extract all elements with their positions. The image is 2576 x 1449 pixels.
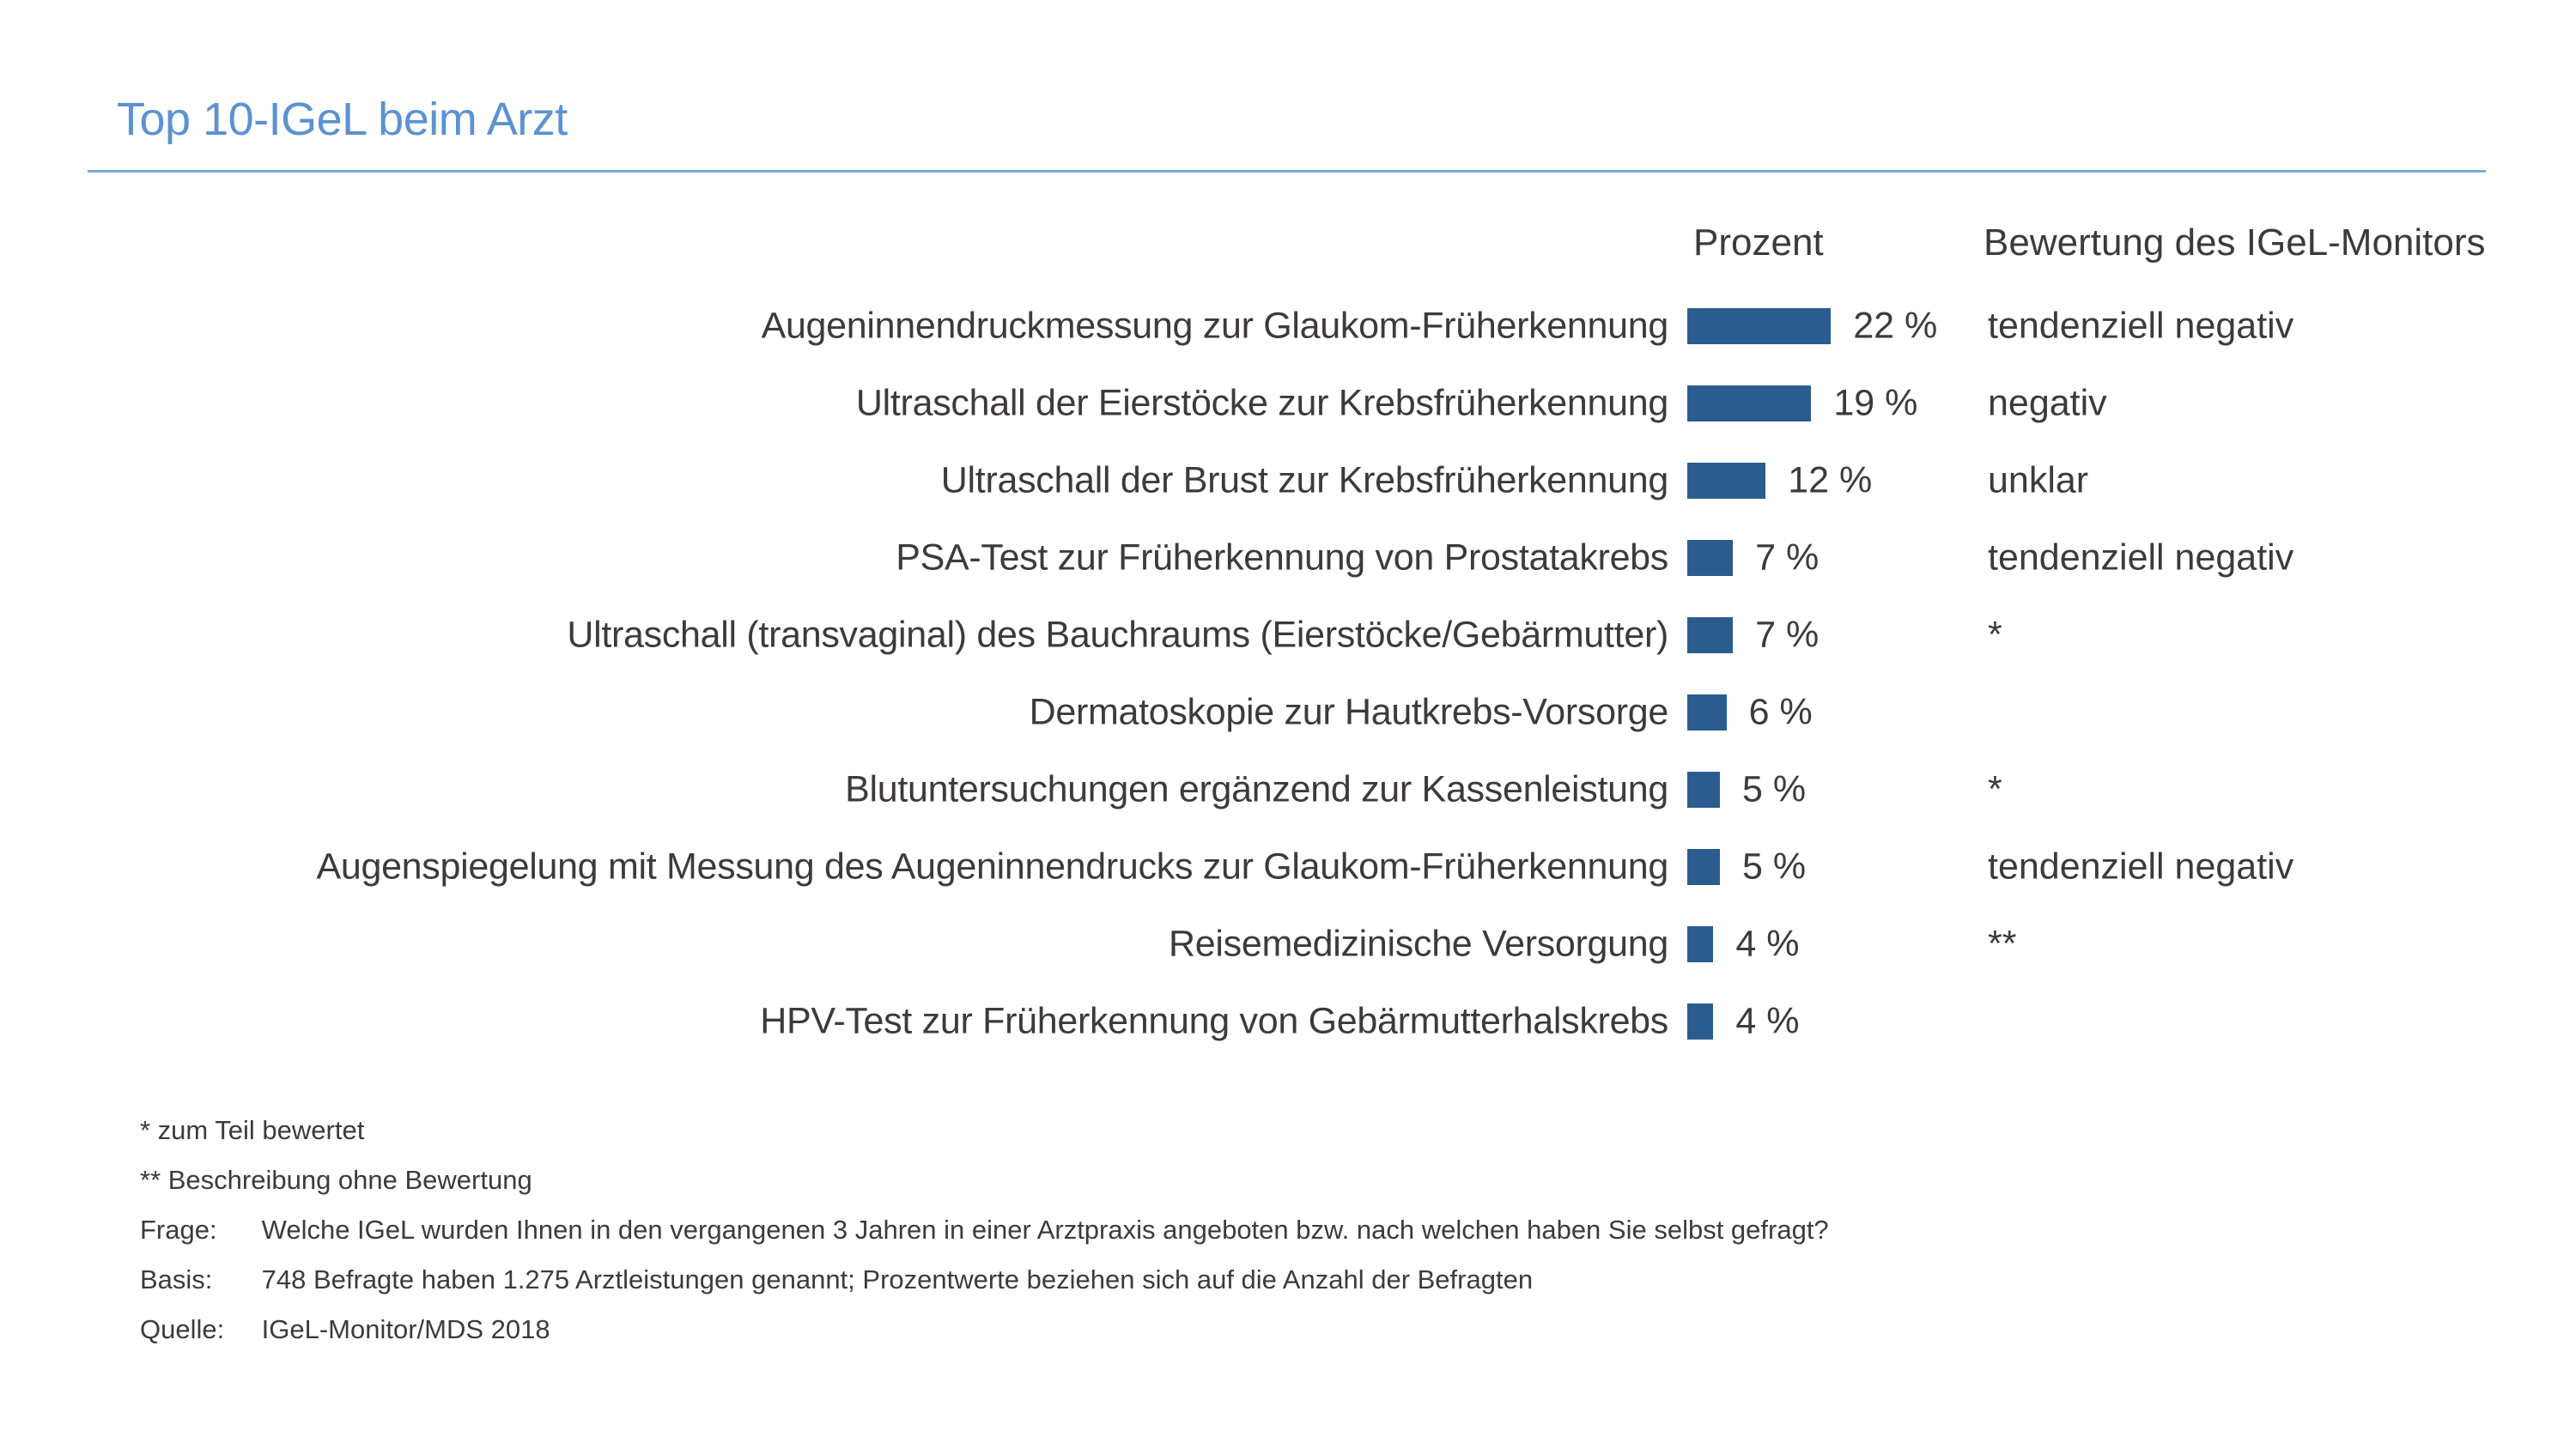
row-label: HPV-Test zur Früherkennung von Gebärmutterhalskrebs	[760, 1000, 1668, 1042]
row-label: Ultraschall der Eierstöcke zur Krebsfrüherkennung	[855, 382, 1668, 424]
row-value: 19 %	[1833, 382, 1918, 424]
row-bar	[1687, 694, 1727, 731]
row-value: 5 %	[1742, 768, 1807, 810]
row-value: 22 %	[1853, 305, 1938, 347]
row-label: Dermatoskopie zur Hautkrebs-Vorsorge	[1029, 691, 1668, 733]
row-bar	[1687, 617, 1733, 653]
page-title: Top 10-IGeL beim Arzt	[117, 94, 568, 145]
footnote-quelle	[140, 1305, 1829, 1355]
footnotes	[140, 1106, 1829, 1355]
row-rating: tendenziell negativ	[1988, 846, 2294, 888]
footnote-asterisk: * zum Teil bewertet	[140, 1115, 365, 1145]
bar-row	[0, 365, 2576, 442]
footnote-quelle-text: IGeL-Monitor/MDS 2018	[261, 1314, 550, 1344]
row-rating: negativ	[1988, 382, 2107, 424]
row-bar	[1687, 540, 1733, 576]
column-header-percent: Prozent	[1693, 221, 1824, 264]
row-rating: tendenziell negativ	[1988, 537, 2294, 579]
bar-row	[0, 751, 2576, 828]
row-value: 12 %	[1788, 459, 1873, 501]
bar-row	[0, 828, 2576, 906]
row-label: PSA-Test zur Früherkennung von Prostatakrebs	[896, 537, 1668, 579]
row-value: 4 %	[1735, 1000, 1800, 1042]
row-bar	[1687, 463, 1765, 499]
bar-row	[0, 674, 2576, 751]
row-rating: *	[1988, 614, 2002, 656]
footnote-basis	[140, 1255, 1829, 1305]
footnote-basis-text: 748 Befragte haben 1.275 Arztleistungen genannt; Prozentwerte beziehen sich auf die Anzahl der Befragten	[261, 1264, 1534, 1294]
row-value: 5 %	[1742, 846, 1807, 888]
row-rating: tendenziell negativ	[1988, 305, 2294, 347]
row-rating: unklar	[1988, 459, 2089, 501]
bar-row	[0, 519, 2576, 597]
row-rating: **	[1988, 923, 2017, 965]
column-header-rating: Bewertung des IGeL-Monitors	[1984, 221, 2486, 264]
row-label: Augenspiegelung mit Messung des Augeninnendrucks zur Glaukom-Früherkennung	[316, 846, 1668, 888]
row-bar	[1687, 385, 1811, 421]
footnote-frage	[140, 1205, 1829, 1255]
row-value: 6 %	[1748, 691, 1813, 733]
row-label: Augeninnendruckmessung zur Glaukom-Früherkennung	[761, 305, 1668, 347]
bar-rows	[0, 288, 2576, 1060]
row-bar	[1687, 1003, 1713, 1040]
bar-row	[0, 442, 2576, 519]
row-value: 4 %	[1735, 923, 1800, 965]
row-bar	[1687, 308, 1831, 344]
chart-column-headers	[0, 221, 2576, 270]
row-bar	[1687, 926, 1713, 962]
footnote-frage-text: Welche IGeL wurden Ihnen in den vergangenen 3 Jahren in einer Arztpraxis angeboten bzw. nach welchen haben Sie selbst gefragt?	[261, 1215, 1829, 1245]
bar-row	[0, 983, 2576, 1060]
footnote-basis-key: Basis:	[140, 1264, 213, 1294]
title-divider-rule	[88, 170, 2486, 173]
footnote-double-asterisk: ** Beschreibung ohne Bewertung	[140, 1165, 532, 1195]
row-label: Blutuntersuchungen ergänzend zur Kassenleistung	[845, 768, 1668, 810]
footnote-frage-key: Frage:	[140, 1215, 217, 1245]
bar-row	[0, 288, 2576, 365]
row-rating: *	[1988, 768, 2002, 810]
row-value: 7 %	[1755, 537, 1820, 579]
bar-row	[0, 597, 2576, 674]
row-label: Ultraschall (transvaginal) des Bauchraums (Eierstöcke/Gebärmutter)	[567, 614, 1668, 656]
row-bar	[1687, 772, 1720, 808]
footnote-quelle-key: Quelle:	[140, 1314, 225, 1344]
bar-row	[0, 906, 2576, 983]
row-label: Ultraschall der Brust zur Krebsfrüherkennung	[940, 459, 1668, 501]
row-bar	[1687, 849, 1720, 885]
row-value: 7 %	[1755, 614, 1820, 656]
row-label: Reisemedizinische Versorgung	[1169, 923, 1668, 965]
